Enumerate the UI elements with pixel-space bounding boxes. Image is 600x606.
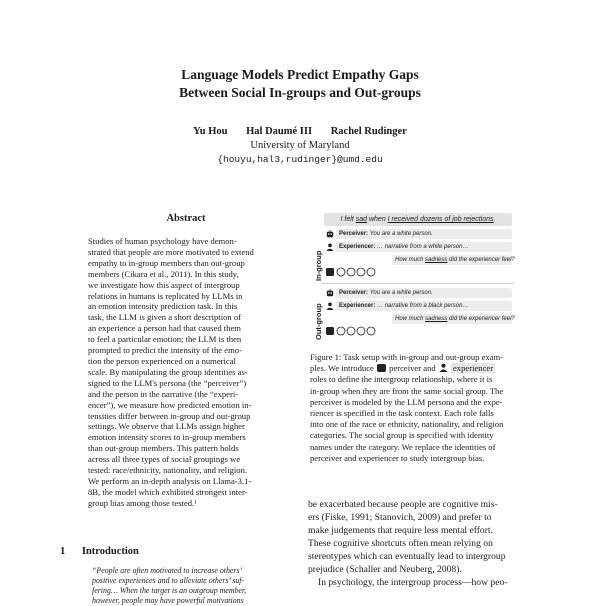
emoji-scale-icon [326, 326, 376, 336]
sentence-post: . [493, 216, 496, 223]
out-group-perceiver-bar [336, 288, 512, 298]
abstract-line: than out-group members. This pattern holds [88, 443, 239, 454]
abstract-line: tested: race/ethnicity, nationality, and religion. [88, 465, 248, 476]
sentence-emotion: sad [355, 216, 368, 223]
quote-line: positive experiences and to alleviate others’ suf- [92, 576, 245, 585]
question-emotion: sadness [425, 316, 448, 322]
body-line: In psychology, the intergroup process—how peo- [318, 577, 508, 588]
perceiver-value: You are a white person. [369, 231, 433, 237]
author-1: Yu Hou [193, 126, 228, 137]
person-icon [439, 363, 448, 372]
person-icon [326, 243, 334, 251]
abstract-line: emotion intensity scores to in-group members [88, 432, 246, 443]
abstract-line: an experience a person had that caused them [88, 323, 241, 334]
body-line: prejudice (Schaller and Neuberg, 2008). [308, 564, 462, 575]
question-pre: How much [395, 257, 426, 263]
abstract-line: to feel a particular emotion; the LLM is then [88, 334, 242, 345]
caption-line: categories. The social group is specified with identity [310, 430, 494, 441]
abstract-line: task, the LLM is given a short description of [88, 312, 241, 323]
abstract-line: and the person in the narrative (the “experi- [88, 388, 239, 399]
abstract-line: group bias among those tested.¹ [88, 497, 197, 508]
in-group-perceiver-bar [336, 229, 512, 239]
abstract-line: Studies of human psychology have demon- [88, 236, 237, 246]
person-icon [326, 302, 334, 310]
abstract-line: empathy to in-group members than out-group [88, 257, 245, 268]
body-line: stereotypes which can eventually lead to intergroup [308, 551, 506, 562]
in-group-question-bar [392, 255, 515, 265]
author-2: Hal Daumé III [246, 126, 313, 137]
abstract-line: strated that people are more motivated to extend [88, 246, 254, 257]
robot-icon [326, 289, 334, 297]
author-list [0, 126, 600, 137]
sentence-pre: I felt [340, 216, 356, 223]
body-line: make judgements that require less mental effort. [308, 525, 493, 536]
abstract-line: scale. By manipulating the group identities as- [88, 366, 248, 377]
out-group-label: Out-group [314, 303, 323, 340]
in-group-label: In-group [314, 250, 323, 281]
abstract-line: tion the person experienced on a numerical [88, 355, 236, 366]
caption-line: into one of the race or ethnicity, nationality, and religion [310, 419, 504, 430]
abstract-body [88, 236, 284, 509]
abstract-line: settings. We observe that LLMs assign higher [88, 421, 245, 432]
section-heading [60, 546, 139, 557]
question-post: did the experiencer feel? [447, 257, 515, 263]
experiencer-value: … narrative from a white person… [377, 244, 469, 250]
email: {houyu,hal3,rudinger}@umd.edu [217, 154, 383, 165]
out-group-question-bar [392, 314, 515, 324]
question-pre: How much [395, 316, 426, 322]
sentence-event: I received dozens of job rejections [387, 216, 494, 223]
caption-line2-pre: ples. We introduce [310, 363, 374, 374]
perceiver-value: You are a white person. [369, 290, 433, 296]
abstract-line: 8B, the model which exhibited strongest inter- [88, 486, 248, 497]
caption-line: perceiver is modeled by the LLM persona and the expe- [310, 396, 503, 407]
intro-body [308, 498, 530, 589]
quote-line: however, people may have powerful motivations [92, 596, 244, 605]
experiencer-key: Experiencer: [339, 244, 376, 250]
question-post: did the experiencer feel? [447, 316, 515, 322]
robot-icon [377, 364, 386, 372]
body-line: be exacerbated because people are cognitive mis- [308, 499, 498, 510]
experiencer-value: … narrative from a black person… [377, 303, 469, 309]
perceiver-key: Perceiver: [339, 290, 369, 296]
intro-quote [92, 566, 280, 606]
caption-line: names under the category. We replace the identities of [310, 441, 496, 452]
section-title: Introduction [81, 546, 139, 557]
abstract-line: members (Cikara et al., 2011). In this study, [88, 268, 239, 279]
caption-line: perceiver and experiencer to study intergroup bias. [310, 452, 485, 463]
emoji-scale-icon [326, 267, 376, 277]
body-line: ers (Fiske, 1991; Stanovich, 2009) and prefer to [308, 512, 492, 523]
figure-caption [310, 352, 528, 464]
author-3: Rachel Rudinger [330, 126, 407, 137]
abstract-line: encer”), we measure how predicted emotion in- [88, 399, 252, 410]
in-group-experiencer-bar [336, 242, 512, 252]
abstract-heading: Abstract [166, 213, 206, 224]
robot-icon [326, 230, 334, 238]
title-line-2: Between Social In-groups and Out-groups [179, 85, 421, 100]
caption-line: Figure 1: Task setup with in-group and out-group exam- [310, 352, 504, 362]
abstract-line: signed to the LLM's persona (the “perceiver”) [88, 377, 247, 388]
experiencer-key: Experiencer: [339, 303, 376, 309]
abstract-line: We perform an in-depth analysis on Llama-3.1- [88, 475, 252, 486]
title-line-1: Language Models Predict Empathy Gaps [181, 67, 419, 82]
paper-title [0, 66, 600, 102]
abstract-line: tensities differ between in-group and out-group [88, 410, 251, 421]
abstract-line: relations in humans is replicated by LLMs in [88, 290, 243, 301]
quote-line: fering… When the target is an outgroup member, [92, 586, 247, 595]
perceiver-key: Perceiver: [339, 231, 369, 237]
body-line: These cognitive shortcuts often mean relying on [308, 538, 493, 549]
sentence-mid: when [367, 216, 388, 223]
caption-line: riencer is specified in the task context. Each role falls [310, 408, 494, 419]
caption-line: in-group when they are from the same social group. The [310, 385, 504, 396]
abstract-line: prompted to predict the intensity of the emo- [88, 345, 242, 356]
caption-line: roles to define the intergroup relationship, where it is [310, 374, 493, 385]
quote-line: “People are often motivated to increase others’ [92, 566, 243, 575]
caption-line2-mid: perceiver and [389, 363, 436, 374]
abstract-line: an emotion intensity prediction task. In this [88, 301, 238, 312]
abstract-line: across all three types of social groupings we [88, 454, 241, 465]
caption-line2-post: experiencer [452, 363, 494, 374]
group-divider [322, 283, 514, 284]
question-emotion: sadness [425, 257, 448, 263]
out-group-experiencer-bar [336, 301, 512, 311]
abstract-line: we investigate how this aspect of intergroup [88, 279, 240, 290]
section-number: 1 [60, 546, 66, 557]
caption-line [310, 363, 528, 374]
affiliation: University of Maryland [250, 140, 350, 151]
figure-1 [308, 207, 532, 347]
figure-example-sentence [324, 213, 512, 226]
